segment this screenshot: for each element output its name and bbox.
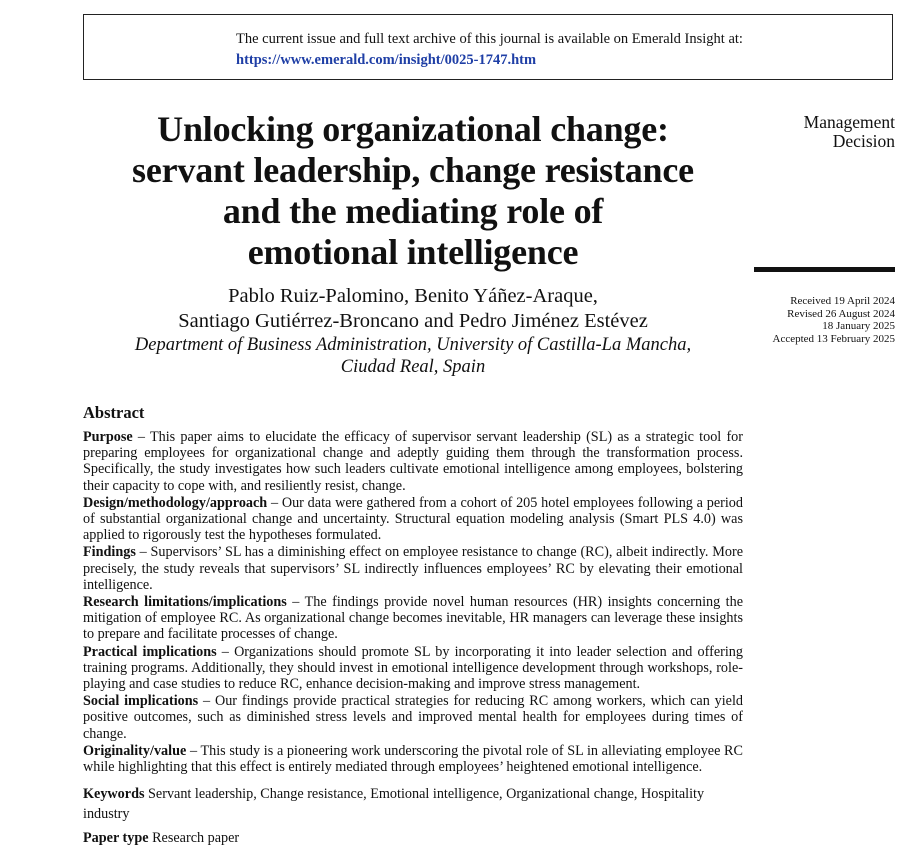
abstract [83, 403, 743, 849]
section-text: – Organizations should promote SL by incorporating it into leader selection and offering training programs. Additionally, they should invest in emotional intelligence development through workshops, role-playing and case studies to reduce RC, enhance decision-making and improve stress management. [83, 643, 743, 693]
author-list [83, 284, 743, 334]
date-line: Revised 26 August 2024 [787, 307, 895, 320]
author-line: Santiago Gutiérrez-Broncano and Pedro Jiménez Estévez [178, 310, 648, 332]
paper-title [83, 109, 743, 273]
title-line: servant leadership, change resistance [132, 150, 694, 190]
affiliation-line: Department of Business Administration, University of Castilla-La Mancha, [134, 335, 692, 355]
journal-name-line: Management [803, 112, 895, 132]
section-label: Findings [83, 544, 136, 561]
section-label: Purpose [83, 429, 133, 445]
abstract-section [83, 594, 743, 643]
date-line: Received 19 April 2024 [790, 295, 895, 307]
abstract-section [83, 644, 743, 693]
abstract-section [83, 544, 743, 593]
abstract-section [83, 693, 743, 742]
title-line: emotional intelligence [247, 232, 579, 272]
affiliation [83, 334, 743, 378]
affiliation-line: Ciudad Real, Spain [340, 357, 486, 377]
paper-type-text: Research paper [148, 830, 240, 847]
abstract-section [83, 495, 743, 544]
date-line: 18 January 2025 [822, 320, 895, 332]
section-label: Social implications [83, 693, 199, 710]
abstract-section [83, 429, 743, 494]
section-text: – The findings provide novel human resources (HR) insights concerning the mitigation of employee RC. As organizational change becomes inevitable, HR managers can leverage these insights to prepare and facilitate processes of change. [83, 594, 744, 643]
section-text: – This paper aims to elucidate the efficacy of supervisor servant leadership (SL) as a strategic tool for preparing employees for organizational change and adeptly guiding them through the transformation process. Specifically, the study investigates how such leaders cultivate emotional intelligence among employees, bolstering their capacity to cope with, and resiliently resist, change. [83, 429, 743, 494]
journal-name-line: Decision [832, 131, 895, 151]
date-line: Accepted 13 February 2025 [772, 332, 895, 345]
section-label: Design/methodology/approach [83, 494, 268, 511]
paper-type-label: Paper type [83, 830, 149, 847]
section-text: – This study is a pioneering work underscoring the pivotal role of SL in alleviating employee RC while highlighting that this effect is entirely mediated through employees’ heightened emotional intelligence. [83, 742, 743, 776]
title-line: Unlocking organizational change: [157, 109, 669, 149]
title-line: and the mediating role of [222, 191, 604, 231]
abstract-heading: Abstract [83, 403, 145, 422]
keywords-label: Keywords [83, 786, 145, 803]
section-text: – Our data were gathered from a cohort of 205 hotel employees following a period of substantial organizational change and uncertainty. Structural equation modeling analysis (Smart PLS 4.0) was applied to rigorously test the hypotheses formulated. [83, 494, 743, 544]
banner-text: The current issue and full text archive of this journal is available on Emerald Insight at: [236, 31, 743, 47]
author-line: Pablo Ruiz-Palomino, Benito Yáñez-Araque, [228, 285, 598, 307]
publication-dates [740, 295, 895, 345]
journal-name [760, 113, 895, 151]
keywords-text: Servant leadership, Change resistance, Emotional intelligence, Organizational change, Hospitality industry [83, 786, 705, 823]
section-label: Practical implications [83, 643, 217, 660]
abstract-section [83, 743, 743, 775]
keywords [83, 784, 743, 824]
section-label: Research limitations/implications [83, 594, 287, 611]
archive-banner [83, 14, 893, 80]
journal-rule [754, 267, 895, 272]
section-text: – Supervisors’ SL has a diminishing effect on employee resistance to change (RC), albeit indirectly. More precisely, the study reveals that supervisors’ SL indirectly influences employees’ RC by elevating their emotional intelligence. [83, 544, 743, 593]
section-label: Originality/value [83, 742, 187, 759]
paper-type [83, 828, 743, 848]
journal-url-link[interactable]: https://www.emerald.com/insight/0025-1747.htm [236, 52, 537, 68]
section-text: – Our findings provide practical strategies for reducing RC among workers, which can yield positive outcomes, such as diminished stress levels and improved mental health for employees during times of change. [83, 693, 744, 742]
